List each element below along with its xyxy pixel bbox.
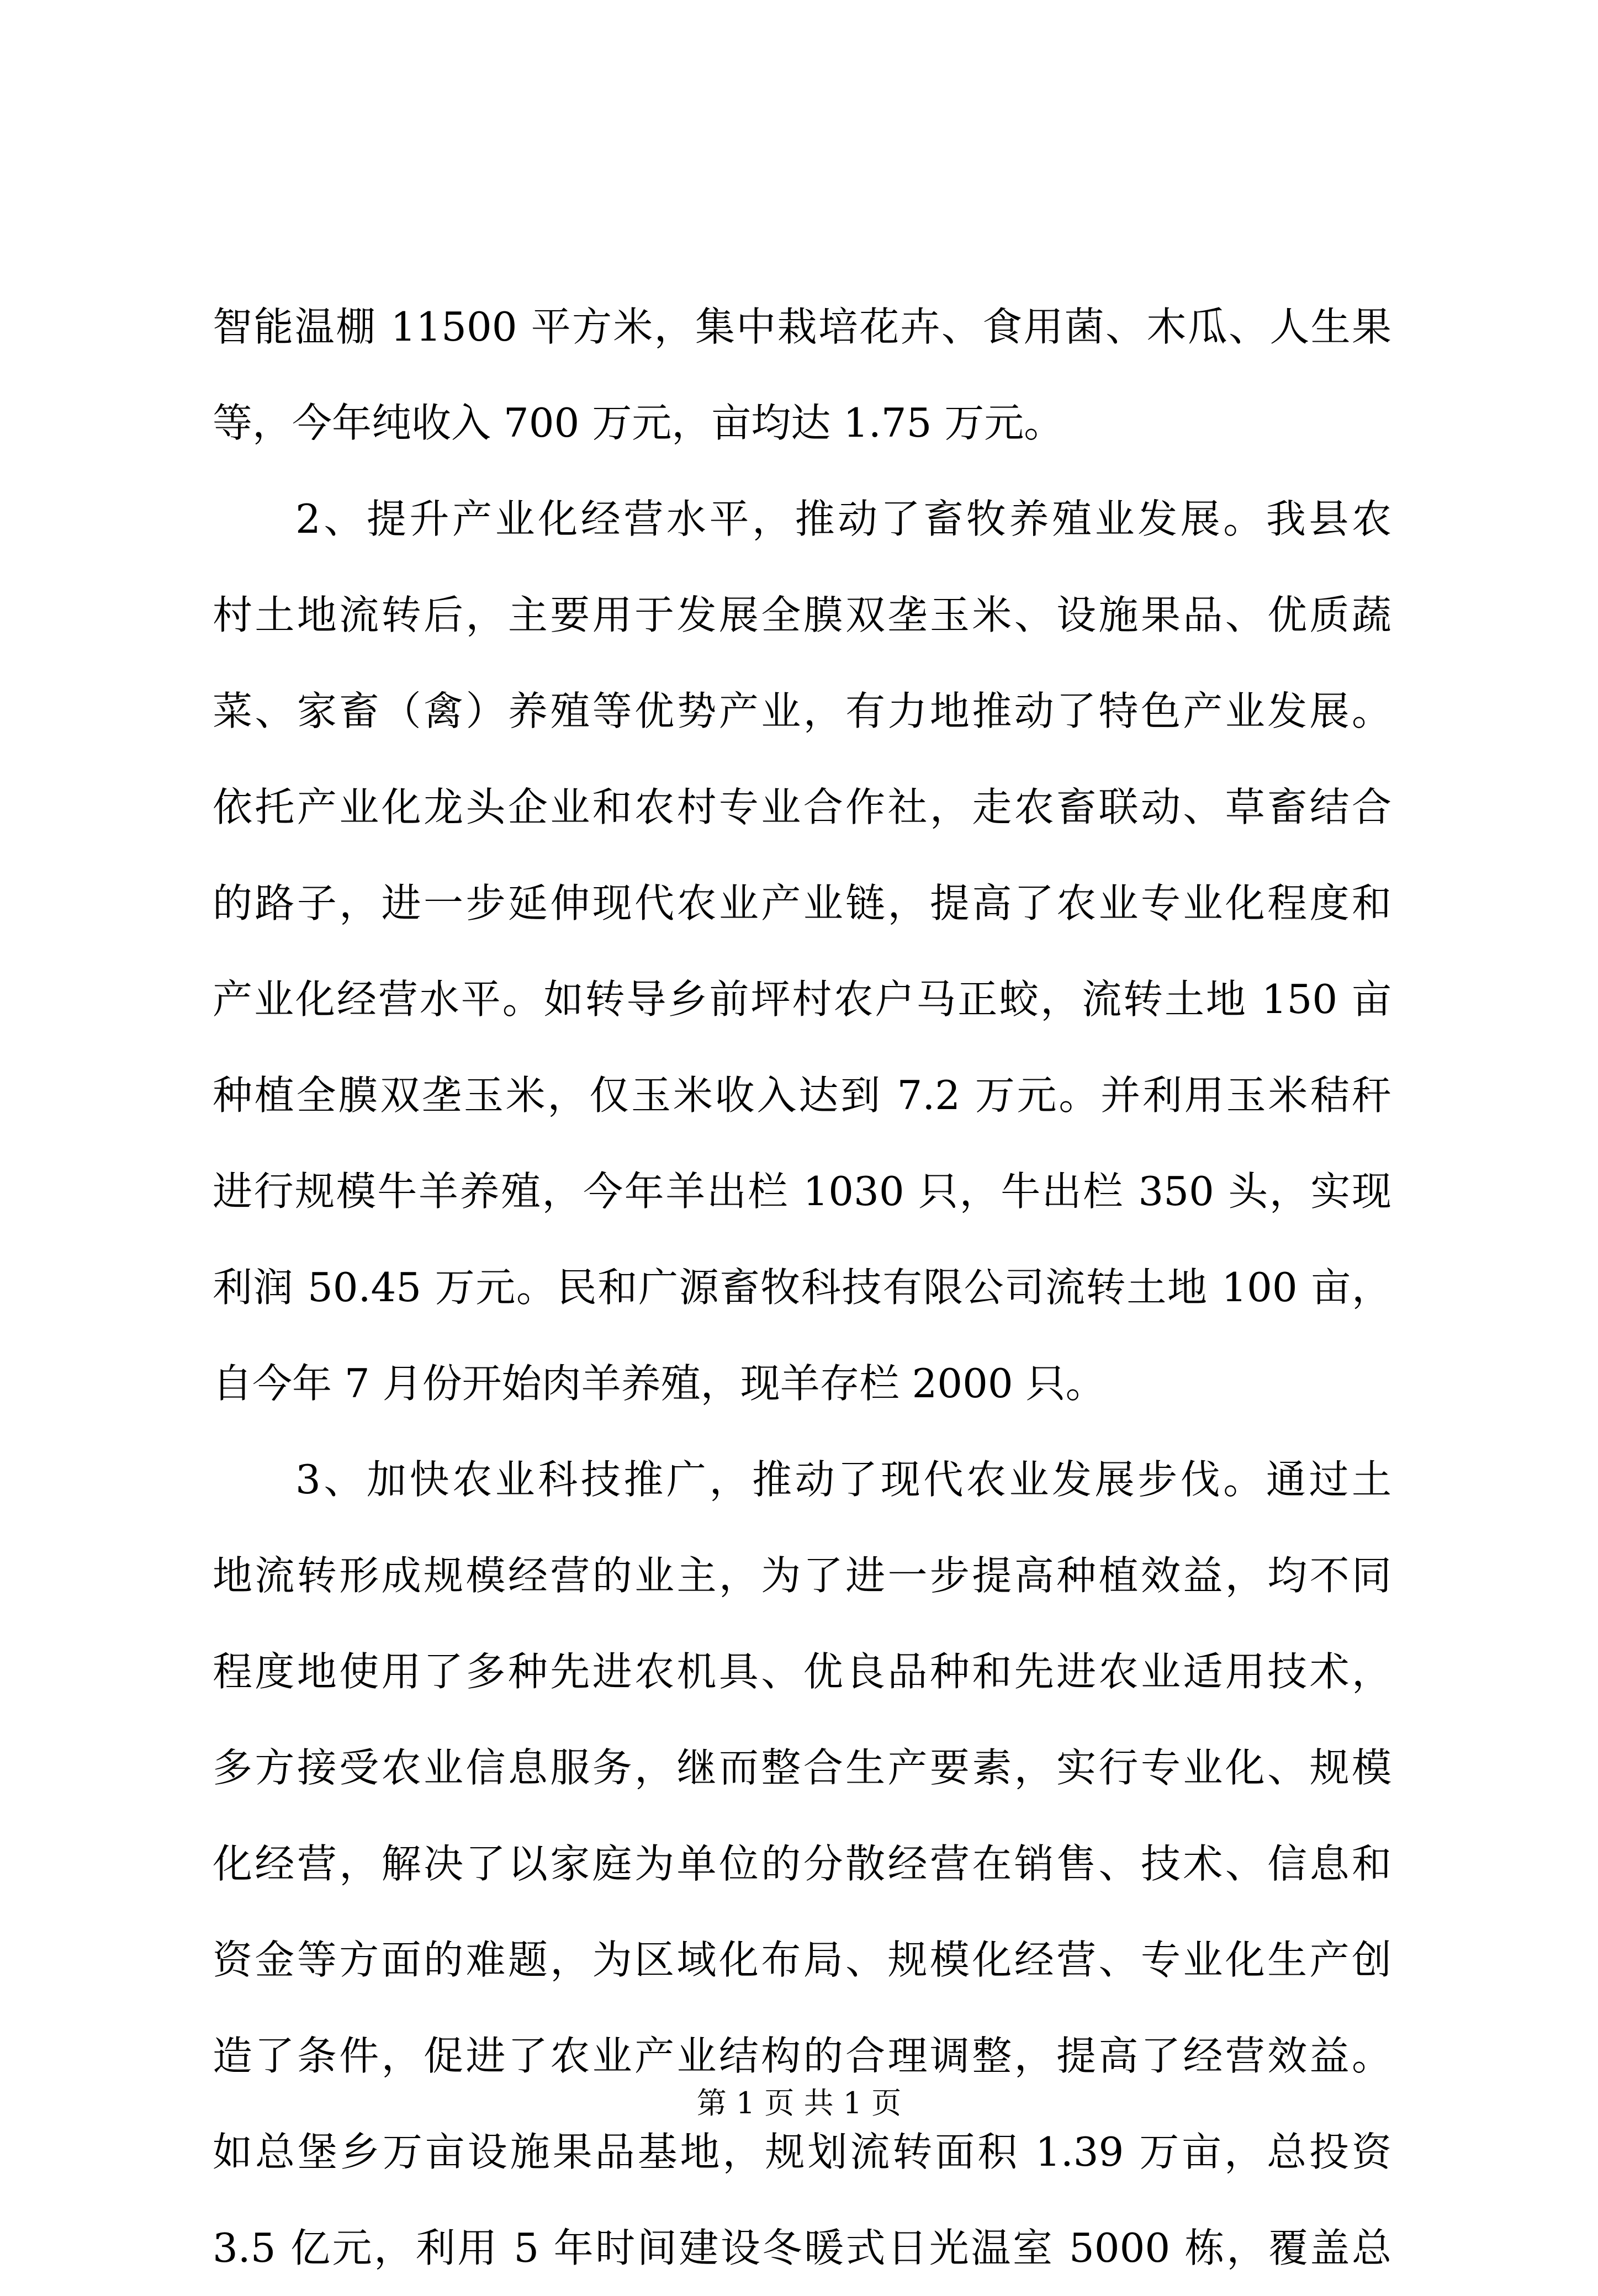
text-line: 化经营，解决了以家庭为单位的分散经营在销售、技术、信息和 <box>213 1841 1391 1887</box>
text-line: 进行规模牛羊养殖，今年羊出栏 1030 只，牛出栏 350 头，实现 <box>213 1168 1391 1215</box>
text-line: 资金等方面的难题，为区域化布局、规模化经营、专业化生产创 <box>213 1937 1391 1983</box>
body-text <box>213 279 1391 2296</box>
text-line: 自今年 7 月份开始肉羊养殖，现羊存栏 2000 只。 <box>213 1360 1105 1407</box>
paragraph-start-line: 3、加快农业科技推广，推动了现代农业发展步伐。通过土 <box>295 1456 1391 1503</box>
text-line: 菜、家畜（禽）养殖等优势产业，有力地推动了特色产业发展。 <box>213 688 1391 734</box>
text-line: 程度地使用了多种先进农机具、优良品种和先进农业适用技术， <box>213 1648 1391 1695</box>
text-line: 产业化经营水平。如转导乡前坪村农户马正蛟，流转土地 150 亩 <box>213 976 1391 1022</box>
text-line: 的路子，进一步延伸现代农业产业链，提高了农业专业化程度和 <box>213 880 1391 926</box>
text-line: 利润 50.45 万元。民和广源畜牧科技有限公司流转土地 100 亩， <box>213 1264 1391 1311</box>
page-footer <box>0 2081 1598 2125</box>
text-line: 如总堡乡万亩设施果品基地，规划流转面积 1.39 万亩，总投资 <box>213 2129 1391 2175</box>
text-line: 村土地流转后，主要用于发展全膜双垄玉米、设施果品、优质蔬 <box>213 592 1391 638</box>
paragraph-start-line: 2、提升产业化经营水平，推动了畜牧养殖业发展。我县农 <box>295 496 1391 542</box>
page-number-label: 第 1 页 共 1 页 <box>696 2086 902 2120</box>
text-line: 种植全膜双垄玉米，仅玉米收入达到 7.2 万元。并利用玉米秸秆 <box>213 1072 1391 1118</box>
text-line: 多方接受农业信息服务，继而整合生产要素，实行专业化、规模 <box>213 1744 1391 1791</box>
text-line: 智能温棚 11500 平方米，集中栽培花卉、食用菌、木瓜、人生果 <box>213 304 1391 350</box>
text-line: 3.5 亿元，利用 5 年时间建设冬暖式日光温室 5000 栋，覆盖总 <box>213 2225 1391 2271</box>
text-line: 地流转形成规模经营的业主，为了进一步提高种植效益，均不同 <box>213 1552 1391 1599</box>
text-line: 依托产业化龙头企业和农村专业合作社，走农畜联动、草畜结合 <box>213 784 1391 830</box>
text-line: 造了条件，促进了农业产业结构的合理调整，提高了经营效益。 <box>213 2033 1391 2079</box>
text-line: 等，今年纯收入 700 万元，亩均达 1.75 万元。 <box>213 400 1064 446</box>
